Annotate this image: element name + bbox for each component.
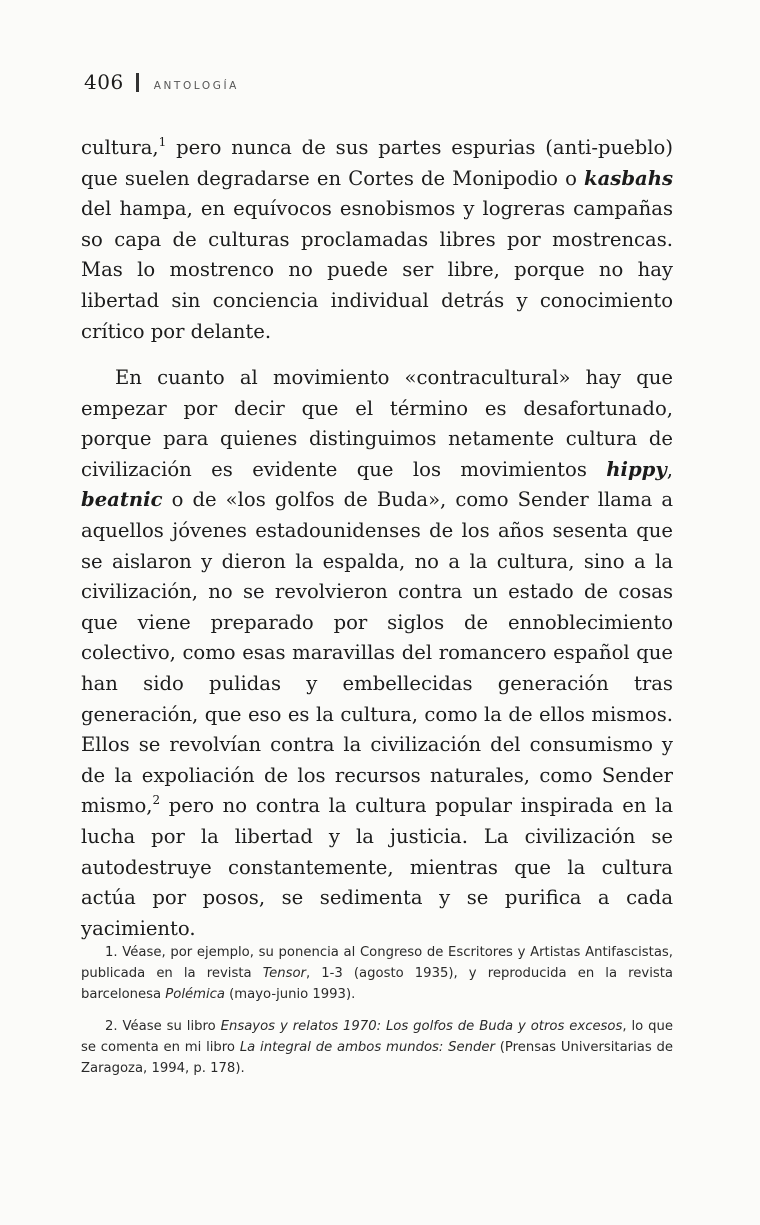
footnotes	[81, 942, 673, 1090]
footnote-2	[81, 1016, 673, 1079]
footnote-text: (mayo-junio 1993).	[224, 987, 356, 1002]
footnote-1	[81, 942, 673, 1005]
footnote-text: Véase su libro	[117, 1019, 221, 1034]
footnote-title: Ensayos y relatos 1970: Los golfos de Buda y otros excesos	[220, 1019, 623, 1034]
footnote-text: Véase, por ejemplo, su ponencia al Congreso de Escritores y Artistas Antifascistas, publicada en la revista	[81, 945, 673, 981]
term-beatnic: beatnic	[81, 488, 163, 512]
paragraph-1-text: cultura,	[81, 136, 159, 159]
paragraph-2-text: ,	[666, 457, 673, 481]
paragraph-1	[81, 133, 673, 347]
paragraph-1-text: pero nunca de sus partes espurias (anti-pueblo) que suelen degradarse en Cortes de Monipodio o	[81, 136, 673, 190]
footnote-ref-1: 1	[158, 135, 167, 149]
running-head: ANTOLOGÍA	[153, 80, 239, 92]
paragraph-1-text: del hampa, en equívocos esnobismos y logreras campañas so capa de culturas proclamadas libres por mostrencas. Mas lo mostrenco no puede ser libre, porque no hay libertad sin conciencia individual detrás y conocimiento crítico por delante.	[81, 197, 673, 343]
footnote-text: , lo que se comenta en mi libro	[81, 1019, 674, 1055]
footnote-number: 1.	[105, 945, 118, 960]
footnote-title: La integral de ambos mundos: Sender	[239, 1040, 495, 1055]
term-kasbahs: kasbahs	[584, 166, 673, 190]
footnote-text: , 1-3 (agosto 1935), y reproducida en la revista barcelonesa	[81, 966, 673, 1002]
footnote-title: Polémica	[165, 987, 225, 1002]
paragraph-2-text: En cuanto al movimiento «contracultural» hay que empezar por decir que el término es desafortunado, porque para quienes distinguimos netamente cultura de civilización es evidente que los movimientos	[81, 366, 673, 481]
page-header	[84, 70, 239, 94]
term-hippy: hippy	[606, 457, 667, 481]
footnote-ref-2: 2	[152, 793, 161, 808]
header-separator	[136, 73, 139, 92]
footnote-text: (Prensas Universitarias de Zaragoza, 1994, p. 178).	[81, 1040, 673, 1076]
paragraph-2	[81, 363, 673, 944]
footnote-number: 2.	[105, 1019, 118, 1034]
page-number: 406	[84, 70, 124, 94]
footnote-title: Tensor	[262, 966, 306, 981]
paragraph-2-text: o de «los golfos de Buda», como Sender llama a aquellos jóvenes estadounidenses de los años sesenta que se aislaron y dieron la espalda, no a la cultura, sino a la civilización, no se revolvieron contra un estado de cosas que viene preparado por siglos de ennoblecimiento colectivo, como esas maravillas del romancero español que han sido pulidas y embellecidas generación tras generación, que eso es la cultura, como la de ellos mismos. Ellos se revolvían contra la civilización del consumismo y de la expoliación de los recursos naturales, como Sender mismo,	[81, 488, 673, 818]
paragraph-2-text: pero no contra la cultura popular inspirada en la lucha por la libertad y la justicia. La civilización se autodestruye constantemente, mientras que la cultura actúa por posos, se sedimenta y se purifica a cada yacimiento.	[81, 794, 673, 940]
